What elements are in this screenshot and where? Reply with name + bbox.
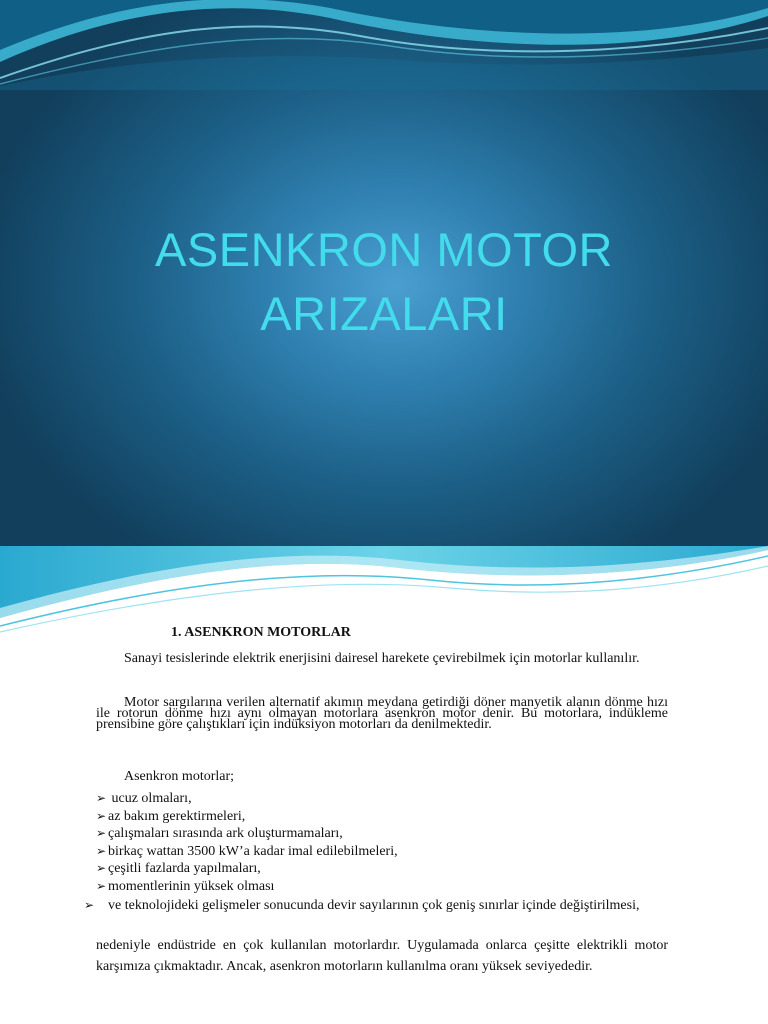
document-body xyxy=(0,546,768,1024)
paragraph-1-text: Sanayi tesislerinde elektrik enerjisini dairesel harekete çevirebilmek için motorlar kullanılır. xyxy=(124,651,640,666)
arrowhead-bullet-icon: ➢ xyxy=(96,808,107,823)
list-item xyxy=(96,843,668,861)
arrowhead-bullet-icon: ➢ xyxy=(96,843,107,858)
list-intro: Asenkron motorlar; xyxy=(124,769,235,784)
list-item xyxy=(96,878,668,896)
list-item-text: az bakım gerektirmeleri, xyxy=(108,808,246,824)
list-item xyxy=(96,808,668,826)
closing-paragraph: nedeniyle endüstride en çok kullanılan motorlardır. Uygulamada onlarca çeşitte elektrikli motor karşımıza çıkmaktadır. Ancak, asenkron motorların kullanılma oranı yüksek seviyededir. xyxy=(96,938,668,974)
paragraph-2 xyxy=(96,697,668,730)
arrowhead-bullet-icon: ➢ xyxy=(96,878,107,893)
title-line-2: ARIZALARI xyxy=(260,287,508,340)
feature-list xyxy=(84,790,668,915)
list-item xyxy=(96,825,668,843)
list-item-text: çalışmaları sırasında ark oluşturmamaları, xyxy=(108,826,343,842)
list-item xyxy=(84,896,668,915)
list-item-text: momentlerinin yüksek olması xyxy=(108,878,275,894)
arrowhead-bullet-icon: ➢ xyxy=(96,826,107,841)
list-item-text: çeşitli fazlarda yapılmaları, xyxy=(108,861,261,877)
arrowhead-bullet-icon: ➢ xyxy=(84,897,95,912)
paragraph-2-text: Motor sargılarına verilen alternatif akımın meydana getirdiği döner manyetik alanın dönme hızı ile rotorun dönme hızı aynı olmayan motorlara asenkron motor denir. Bu motorlara, indükleme prensibine göre çalıştıkları için indüksiyon motorları da denilmektedir. xyxy=(96,695,668,732)
arrowhead-bullet-icon: ➢ xyxy=(96,861,107,876)
section-heading: 1. ASENKRON MOTORLAR xyxy=(171,625,351,640)
wave-decoration-top xyxy=(0,0,768,90)
list-item-text: ve teknolojideki gelişmeler sonucunda devir sayılarının çok geniş sınırlar içinde değiştirilmesi, xyxy=(108,897,640,913)
slide-title xyxy=(0,218,768,346)
paragraph-1 xyxy=(96,653,668,664)
list-item xyxy=(96,790,668,808)
title-line-1: ASENKRON MOTOR xyxy=(155,223,613,276)
arrowhead-bullet-icon: ➢ xyxy=(96,791,107,805)
list-item-text: birkaç wattan 3500 kW’a kadar imal edilebilmeleri, xyxy=(108,843,398,859)
content-slide xyxy=(0,546,768,1024)
list-item-text: ucuz olmaları, xyxy=(108,791,192,806)
list-item xyxy=(96,860,668,878)
